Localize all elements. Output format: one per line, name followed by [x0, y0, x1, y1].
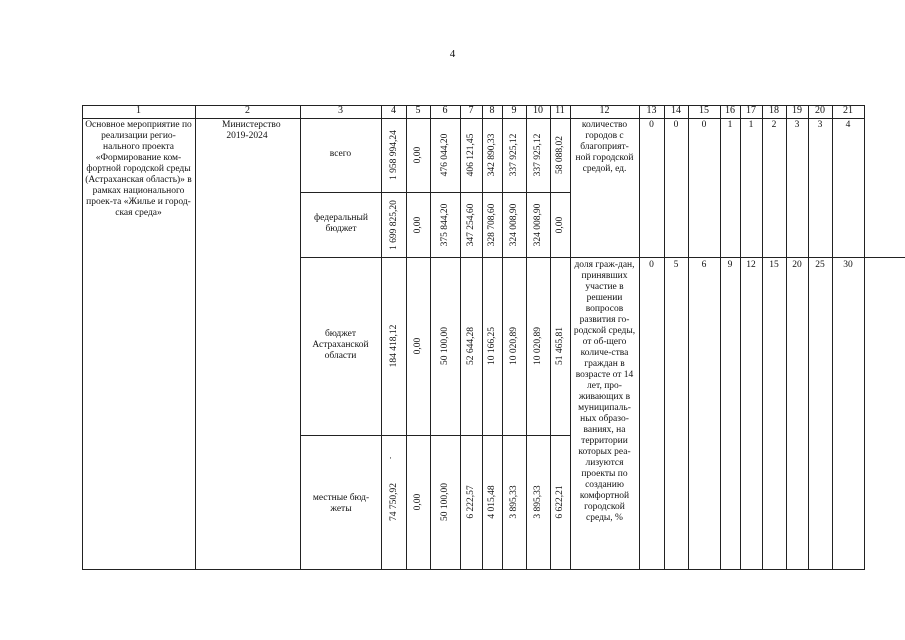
col-line-8 — [502, 105, 503, 570]
funding-value: 74 750,92 — [388, 483, 399, 521]
indicator-value: 15 — [769, 260, 779, 270]
col-line-12 — [639, 105, 640, 570]
funding-value: 3 895,33 — [533, 485, 543, 519]
scan-mark: · — [389, 453, 392, 463]
funding-value: 324 008,90 — [509, 203, 519, 247]
funding-value: 328 708,60 — [487, 203, 497, 247]
program-table — [82, 105, 865, 570]
funding-value: 406 121,45 — [466, 133, 476, 177]
col-line-14 — [688, 105, 689, 570]
funding-value: 1 699 825,20 — [388, 200, 399, 250]
page-number: 4 — [449, 48, 456, 60]
indicator-value: 1 — [748, 120, 754, 130]
indicator-value: 2 — [771, 120, 777, 130]
header-col-15: 15 — [699, 105, 709, 116]
indicator-value: 9 — [727, 260, 733, 270]
header-col-3: 3 — [338, 105, 343, 116]
source-label-regional: бюджет Астраханской области — [312, 329, 369, 361]
indicator-value: 1 — [727, 120, 733, 130]
indicator-value: 3 — [817, 120, 823, 130]
col-line-13 — [664, 105, 665, 570]
header-col-8: 8 — [489, 105, 495, 116]
indicator-value: 12 — [746, 260, 756, 270]
funding-value: 10 020,89 — [533, 327, 543, 365]
funding-value: 0,00 — [413, 146, 423, 164]
funding-value: 6 622,21 — [555, 485, 565, 519]
responsible-executor: Министерство 2019-2024 — [222, 120, 281, 141]
col-line-11 — [570, 105, 571, 570]
funding-value: 52 644,28 — [466, 327, 476, 365]
source-label-local: местные бюд-жеты — [312, 493, 370, 514]
col-line-21 — [864, 105, 865, 570]
header-col-6: 6 — [442, 105, 448, 116]
header-col-7: 7 — [468, 105, 474, 116]
col-line-17 — [762, 105, 763, 570]
indicator-value: 0 — [649, 260, 654, 270]
col-line-16 — [740, 105, 741, 570]
indicator-value: 6 — [701, 260, 707, 270]
funding-value: 10 166,25 — [487, 327, 497, 365]
activity-name: Основное мероприятие по реализации регио-нального проекта «Формирование ком-фортной городской среды (Астраханская область)» в рамках национального проек-та «Жилье и город-ская среда» — [85, 120, 192, 218]
indicator-value: 3 — [794, 120, 800, 130]
header-col-10: 10 — [533, 105, 543, 116]
indicator-value: 5 — [673, 260, 679, 270]
col-line-0 — [82, 105, 83, 570]
col-line-4 — [406, 105, 407, 570]
indicator-value: 25 — [815, 260, 825, 270]
col-line-3 — [381, 105, 382, 570]
source-divider-3 — [300, 435, 570, 436]
header-col-9: 9 — [511, 105, 517, 116]
funding-value: 58 088,02 — [555, 136, 565, 174]
funding-value: 10 020,89 — [509, 327, 519, 365]
funding-value: 347 254,60 — [466, 203, 476, 247]
header-row-divider — [82, 118, 865, 119]
indicator-value: 0 — [701, 120, 707, 130]
col-line-6 — [460, 105, 461, 570]
indicator-value: 20 — [792, 260, 802, 270]
col-line-20 — [832, 105, 833, 570]
header-col-12: 12 — [599, 105, 610, 116]
col-line-18 — [786, 105, 787, 570]
funding-value: 342 890,33 — [487, 133, 497, 177]
header-col-1: 1 — [136, 105, 141, 116]
header-col-17: 17 — [746, 105, 756, 116]
funding-value: 476 044,20 — [440, 133, 450, 177]
header-col-21: 21 — [843, 105, 853, 116]
funding-value: 337 925,12 — [533, 133, 543, 177]
col-line-1 — [195, 105, 196, 570]
col-line-19 — [808, 105, 809, 570]
funding-value: 337 925,12 — [509, 133, 519, 177]
header-col-18: 18 — [769, 105, 779, 116]
source-label-total: всего — [329, 149, 352, 159]
col-line-15 — [720, 105, 721, 570]
col-line-7 — [482, 105, 483, 570]
funding-value: 0,00 — [555, 216, 565, 234]
table-border-bottom — [82, 569, 865, 570]
indicator-value: 0 — [649, 120, 654, 130]
funding-value: 184 418,12 — [388, 324, 399, 368]
indicator-value: 30 — [843, 260, 853, 270]
header-col-13: 13 — [646, 105, 657, 116]
funding-value: 50 100,00 — [440, 327, 450, 365]
col-line-10 — [550, 105, 551, 570]
funding-value: 375 844,20 — [440, 203, 450, 247]
header-col-19: 19 — [792, 105, 802, 116]
header-col-16: 16 — [725, 105, 735, 116]
funding-value: 0,00 — [413, 337, 423, 355]
source-divider-1 — [300, 192, 570, 193]
funding-value: 50 100,00 — [440, 483, 450, 521]
funding-value: 0,00 — [413, 493, 423, 511]
col-line-9 — [526, 105, 527, 570]
source-label-federal: федеральный бюджет — [314, 213, 368, 234]
col-line-2 — [300, 105, 301, 570]
funding-value: 324 008,90 — [533, 203, 543, 247]
header-col-2: 2 — [245, 105, 250, 116]
col-line-5 — [430, 105, 431, 570]
indicator-name-citizens-share: доля граж-дан, принявших участие в решении вопросов развития го-родской среды, от об-щего количе-ства граждан в возрасте от 14 лет, про-живающих в муниципаль-ных образо-ваниях, на территории которых реа-лизуются проекты по созданию комфортной городской среды, % — [573, 260, 636, 523]
header-col-14: 14 — [671, 105, 681, 116]
funding-value: 6 222,57 — [466, 485, 476, 519]
header-col-20: 20 — [815, 105, 825, 116]
funding-value: 0,00 — [413, 216, 423, 234]
funding-value: 1 958 994,24 — [388, 130, 399, 180]
indicator-name-cities: количество городов с благоприят-ной городской средой, ед. — [575, 120, 634, 174]
header-col-5: 5 — [415, 105, 421, 116]
indicator-value: 0 — [673, 120, 679, 130]
header-col-11: 11 — [555, 105, 565, 116]
funding-value: 51 465,81 — [555, 327, 565, 365]
source-divider-2 — [300, 257, 905, 258]
indicator-value: 4 — [845, 120, 851, 130]
funding-value: 4 015,48 — [487, 485, 497, 519]
funding-value: 3 895,33 — [509, 485, 519, 519]
header-col-4: 4 — [391, 105, 396, 116]
